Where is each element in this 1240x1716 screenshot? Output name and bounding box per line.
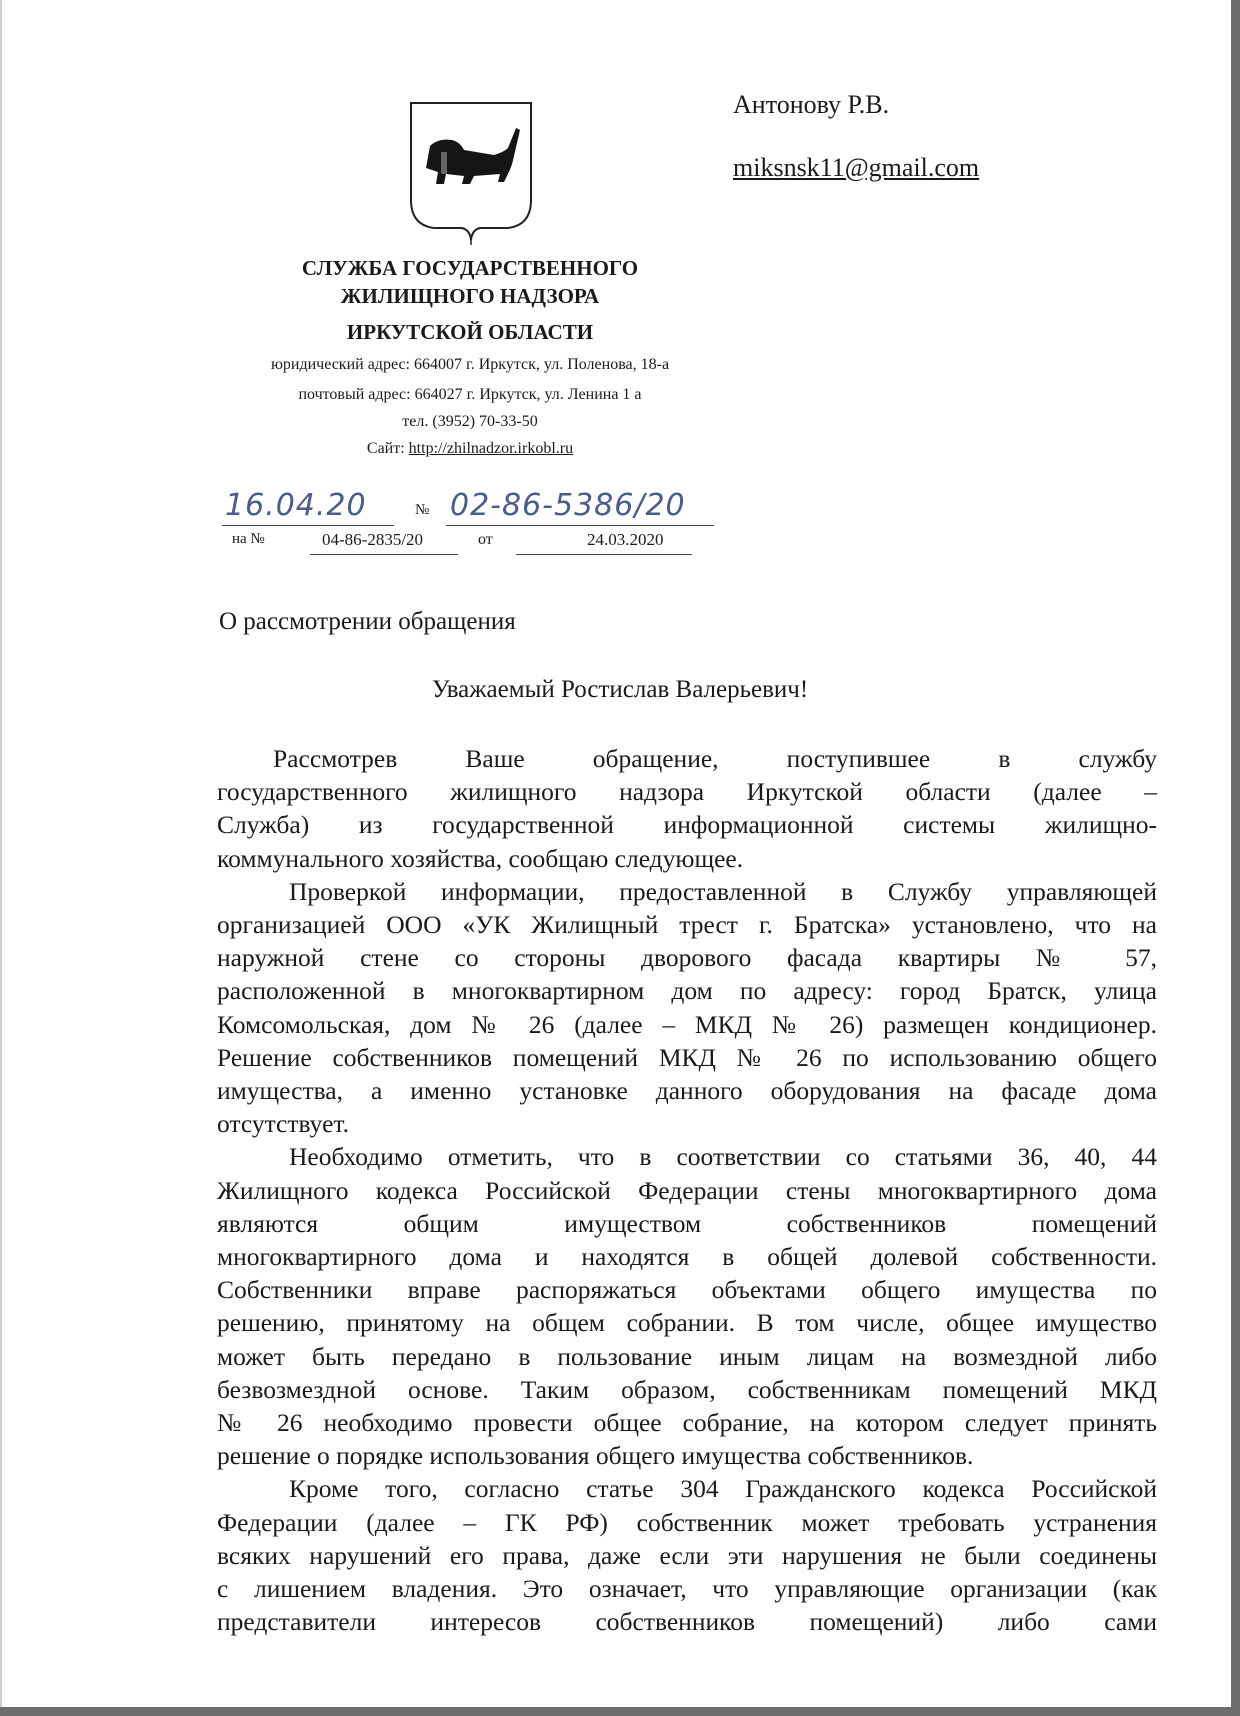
paragraph-line: Необходимо отметить, что в соответствии со статьями 36, 40, 44 xyxy=(289,1142,1157,1172)
paragraph-line: многоквартирного дома и находятся в общей долевой собственности. xyxy=(217,1242,1157,1272)
paragraph xyxy=(217,1472,1157,1638)
paragraph-line: решению, принятому на общем собрании. В том числе, общее имущество xyxy=(217,1308,1157,1338)
paragraph-line: представители интересов собственников помещений) либо сами xyxy=(217,1607,1157,1637)
paragraph-line: может быть передано в пользование иным лицам на возмездной либо xyxy=(217,1341,1157,1371)
phone: тел. (3952) 70-33-50 xyxy=(402,413,538,430)
paragraph-line: организацией ООО «УК Жилищный трест г. Братска» установлено, что на xyxy=(217,910,1157,940)
handwritten-number: 02-86-5386/20 xyxy=(450,488,686,523)
paragraph-line: Собственники вправе распоряжаться объектами общего имущества по xyxy=(217,1275,1157,1305)
organization-header xyxy=(200,256,740,476)
paragraph-line: всяких нарушений его права, даже если эти нарушения не были соединены xyxy=(217,1540,1157,1570)
paragraph-line: коммунального хозяйства, сообщаю следующее. xyxy=(217,843,744,873)
paragraph-line: с лишением владения. Это означает, что управляющие организации (как xyxy=(217,1574,1157,1604)
irkutsk-coat-of-arms-icon xyxy=(408,100,534,245)
paragraph-line: Проверкой информации, предоставленной в Службу управляющей xyxy=(289,876,1157,906)
paragraph-line: расположенной в многоквартирном дом по адресу: город Братск, улица xyxy=(217,976,1157,1006)
paragraph-line: № 26 необходимо провести общее собрание, на котором следует принять xyxy=(217,1408,1157,1438)
scan-edge-right xyxy=(1231,0,1240,1716)
letter-body xyxy=(217,742,1157,1638)
paragraph-line: решение о порядке использования общего имущества собственников. xyxy=(217,1441,974,1471)
legal-address: юридический адрес: 664007 г. Иркутск, ул. Поленова, 18-а xyxy=(270,356,670,373)
site-label: Сайт: xyxy=(366,440,405,457)
reply-to-number: 04-86-2835/20 xyxy=(322,530,424,549)
paragraph-line: Кроме того, согласно статье 304 Гражданского кодекса Российской xyxy=(289,1474,1157,1504)
org-title-line-2: ЖИЛИЩНОГО НАДЗОРА xyxy=(340,284,600,308)
reply-date-underline xyxy=(516,554,692,555)
org-title-line-3: ИРКУТСКОЙ ОБЛАСТИ xyxy=(346,320,594,344)
paragraph-line: Решение собственников помещений МКД № 26 по использованию общего xyxy=(217,1042,1157,1072)
recipient-email[interactable]: miksnsk11@gmail.com xyxy=(733,153,980,182)
paragraph-line: Служба) из государственной информационной системы жилищно- xyxy=(217,810,1157,840)
paragraph xyxy=(217,742,1157,875)
paragraph xyxy=(217,875,1157,1141)
reply-to-label: на № xyxy=(232,531,265,547)
paragraph-line: Комсомольская, дом № 26 (далее – МКД № 26) размещен кондиционер. xyxy=(217,1009,1157,1039)
paragraph-line: отсутствует. xyxy=(217,1109,350,1139)
website xyxy=(200,440,740,458)
scan-edge-left xyxy=(0,0,2,1716)
from-label: от xyxy=(478,531,493,548)
paragraph-line: Жилищного кодекса Российской Федерации стены многоквартирного дома xyxy=(217,1175,1157,1205)
postal-address: почтовый адрес: 664027 г. Иркутск, ул. Ленина 1 а xyxy=(298,386,642,403)
paragraph-line: наружной стене со стороны дворового фасада квартиры № 57, xyxy=(217,943,1157,973)
greeting: Уважаемый Ростислав Валерьевич! xyxy=(431,676,809,703)
letter-subject: О рассмотрении обращения xyxy=(219,608,516,635)
reply-to-date: 24.03.2020 xyxy=(587,530,664,549)
paragraph-line: Федерации (далее – ГК РФ) собственник может требовать устранения xyxy=(217,1507,1157,1537)
site-link[interactable]: http://zhilnadzor.irkobl.ru xyxy=(408,440,574,457)
number-underline xyxy=(446,525,714,526)
paragraph-line: имущества, а именно установке данного оборудования на фасаде дома xyxy=(217,1076,1157,1106)
paragraph-line: Рассмотрев Ваше обращение, поступившее в службу xyxy=(273,744,1157,773)
handwritten-date: 16.04.20 xyxy=(225,488,367,523)
reply-number-underline xyxy=(310,554,458,555)
paragraph-line: безвозмездной основе. Таким образом, собственникам помещений МКД xyxy=(217,1374,1157,1404)
number-label: № xyxy=(415,502,430,518)
paragraph-line: государственного жилищного надзора Иркутской области (далее – xyxy=(217,777,1157,807)
paragraph-line: являются общим имуществом собственников помещений xyxy=(217,1208,1157,1238)
date-underline xyxy=(222,525,394,526)
org-title-line-1: СЛУЖБА ГОСУДАРСТВЕННОГО xyxy=(301,256,639,280)
recipient-name: Антонову Р.В. xyxy=(733,90,890,119)
paragraph xyxy=(217,1140,1157,1472)
scan-edge-bottom xyxy=(0,1707,1240,1716)
